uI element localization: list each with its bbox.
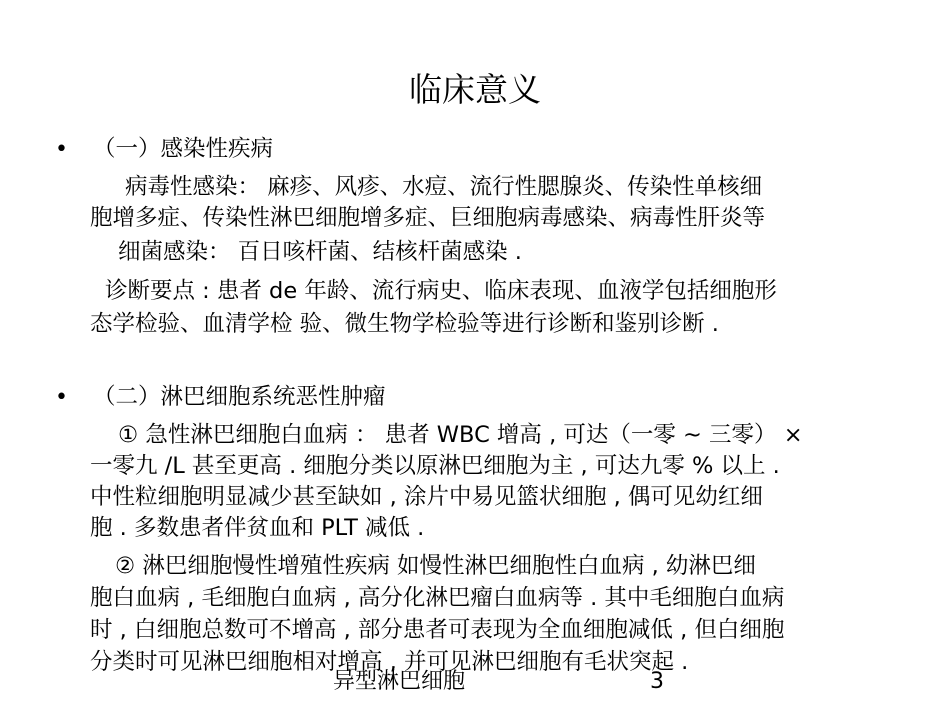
slide-title: 临床意义: [409, 70, 541, 109]
text-line: ① 急性淋巴细胞白血病 ： 患者 WBC 增高 , 可达（一零 ~ 三零） ×: [118, 422, 803, 448]
text-line: 态学检验、血清学检 验、微生物学检验等进行诊断和鉴别诊断 .: [90, 311, 719, 337]
text-line: 中性粒细胞明显减少甚至缺如 , 涂片中易见篮状细胞 , 偶可见幼红细: [90, 484, 763, 510]
text-line: ② 淋巴细胞慢性增殖性疾病 如慢性淋巴细胞性白血病 , 幼淋巴细: [115, 553, 756, 579]
text-line: 分类时可见淋巴细胞相对增高 , 并可见淋巴细胞有毛状突起 .: [90, 649, 689, 675]
text-line: 一零九 /L 甚至更高 . 细胞分类以原淋巴细胞为主 , 可达九零 % 以上 .: [90, 453, 780, 479]
text-line: 诊断要点 : 患者 de 年龄、流行病史、临床表现、血液学包括细胞形: [105, 278, 777, 304]
footer-label: 异型淋巴细胞: [333, 669, 466, 694]
bullet-icon: •: [55, 137, 68, 162]
text-line: 胞白血病 , 毛细胞白血病 , 高分化淋巴瘤白血病等 . 其中毛细胞白血病: [90, 585, 785, 611]
page-number: 3: [650, 669, 664, 694]
bullet-icon: •: [55, 385, 68, 410]
section-heading: （二）淋巴细胞系统恶性肿瘤: [93, 384, 386, 410]
text-line: 胞增多症、传染性淋巴细胞增多症、巨细胞病毒感染、病毒性肝炎等: [90, 205, 766, 231]
text-line: 时 , 白细胞总数可不增高 , 部分患者可表现为全血细胞减低 , 但白细胞: [90, 617, 785, 643]
text-line: 细菌感染： 百日咳杆菌、结核杆菌感染 .: [118, 239, 522, 265]
section-heading: （一）感染性疾病: [93, 136, 274, 162]
text-line: 病毒性感染： 麻疹、风疹、水痘、流行性腮腺炎、传染性单核细: [125, 174, 763, 200]
text-line: 胞 . 多数患者伴贫血和 PLT 减低 .: [90, 515, 425, 541]
